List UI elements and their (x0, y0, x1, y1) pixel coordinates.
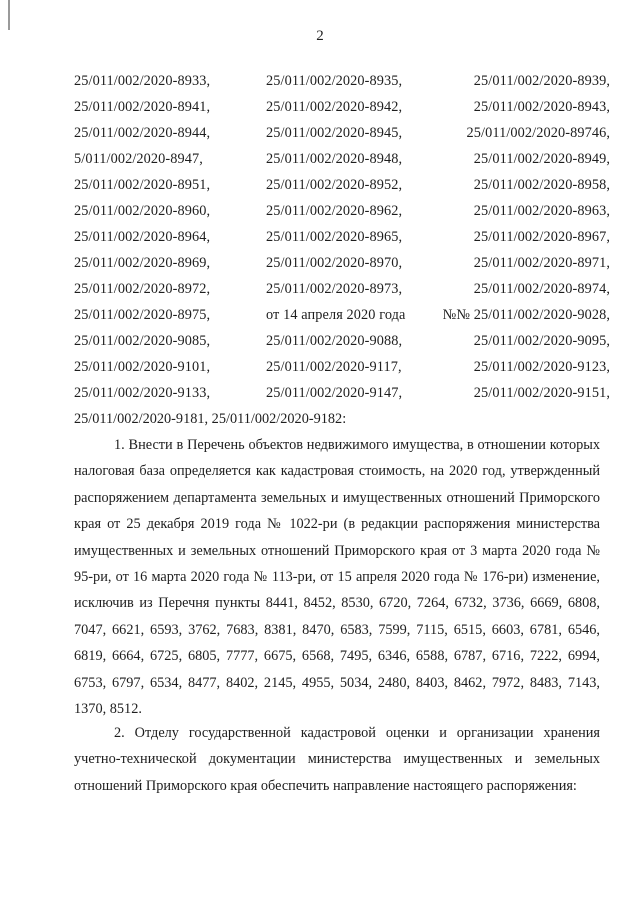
registration-number: 25/011/002/2020-8949, (473, 151, 610, 167)
registration-number: 25/011/002/2020-9101, (74, 359, 211, 375)
registration-number: №№ 25/011/002/2020-9028, (442, 307, 610, 323)
registration-number: 25/011/002/2020-8943, (473, 99, 610, 115)
registration-number: 25/011/002/2020-8973, (266, 281, 403, 297)
registration-number: 25/011/002/2020-8974, (473, 281, 610, 297)
registration-number: 25/011/002/2020-9117, (266, 359, 402, 375)
registration-number: 25/011/002/2020-8952, (266, 177, 403, 193)
registration-numbers-list (74, 68, 610, 406)
registration-row (74, 276, 610, 302)
registration-number: 25/011/002/2020-8939, (473, 73, 610, 89)
registration-number: 25/011/002/2020-8963, (473, 203, 610, 219)
registration-number: 25/011/002/2020-8941, (74, 99, 211, 115)
registration-numbers-last-line: 25/011/002/2020-9181, 25/011/002/2020-9182: (74, 411, 347, 427)
paragraph-item-2: 2. Отделу государственной кадастровой оценки и организации хранения учетно-технической документации министерства имущественных и земельных отношений Приморского края обеспечить направление настоящего распоряжения: (74, 725, 600, 794)
registration-number: 25/011/002/2020-8962, (266, 203, 403, 219)
registration-number: 25/011/002/2020-9088, (266, 333, 403, 349)
registration-number: 25/011/002/2020-8975, (74, 307, 211, 323)
registration-number: 5/011/002/2020-8947, (74, 151, 203, 167)
registration-number: 25/011/002/2020-8942, (266, 99, 403, 115)
registration-row (74, 380, 610, 406)
registration-number: от 14 апреля 2020 года (266, 307, 406, 323)
registration-row (74, 198, 610, 224)
registration-number: 25/011/002/2020-8958, (473, 177, 610, 193)
registration-number: 25/011/002/2020-9151, (473, 385, 610, 401)
registration-number: 25/011/002/2020-9147, (266, 385, 403, 401)
registration-row (74, 120, 610, 146)
registration-number: 25/011/002/2020-8933, (74, 73, 211, 89)
scan-edge-line (8, 0, 10, 30)
registration-row (74, 250, 610, 276)
registration-number: 25/011/002/2020-8965, (266, 229, 403, 245)
registration-number: 25/011/002/2020-8969, (74, 255, 211, 271)
registration-number: 25/011/002/2020-8945, (266, 125, 403, 141)
registration-number: 25/011/002/2020-8944, (74, 125, 211, 141)
registration-number: 25/011/002/2020-8948, (266, 151, 403, 167)
registration-number: 25/011/002/2020-9133, (74, 385, 211, 401)
registration-row (74, 354, 610, 380)
registration-number: 25/011/002/2020-8970, (266, 255, 403, 271)
registration-number: 25/011/002/2020-9095, (473, 333, 610, 349)
registration-row (74, 94, 610, 120)
registration-number: 25/011/002/2020-8964, (74, 229, 211, 245)
registration-row (74, 68, 610, 94)
registration-number: 25/011/002/2020-9085, (74, 333, 211, 349)
registration-number: 25/011/002/2020-8935, (266, 73, 403, 89)
registration-number: 25/011/002/2020-8972, (74, 281, 211, 297)
registration-number: 25/011/002/2020-8960, (74, 203, 211, 219)
registration-row (74, 328, 610, 354)
page-number: 2 (316, 28, 324, 44)
registration-number: 25/011/002/2020-8971, (473, 255, 610, 271)
registration-row (74, 224, 610, 250)
registration-row (74, 172, 610, 198)
registration-row (74, 146, 610, 172)
registration-number: 25/011/002/2020-8967, (473, 229, 610, 245)
registration-number: 25/011/002/2020-8951, (74, 177, 211, 193)
registration-number: 25/011/002/2020-9123, (473, 359, 610, 375)
registration-number: 25/011/002/2020-89746, (466, 125, 610, 141)
paragraph-item-1: 1. Внести в Перечень объектов недвижимого имущества, в отношении которых налоговая база определяется как кадастровая стоимость, на 2020 год, утвержденный распоряжением департамента земельных и имущественных отношений Приморского края от 25 декабря 2019 года № 1022-ри (в редакции распоряжения министерства имущественных и земельных отношений Приморского края от 3 марта 2020 года № 95-ри, от 16 марта 2020 года № 113-ри, от 15 апреля 2020 года № 176-ри) изменение, исключив из Перечня пункты 8441, 8452, 8530, 6720, 7264, 6732, 3736, 6669, 6808, 7047, 6621, 6593, 3762, 7683, 8381, 8470, 6583, 7599, 7115, 6515, 6603, 6781, 6546, 6819, 6664, 6725, 6805, 7777, 6675, 6568, 7495, 6346, 6588, 6787, 6716, 7222, 6994, 6753, 6797, 6534, 8477, 8402, 2145, 4955, 5034, 2480, 8403, 8462, 7972, 8483, 7143, 1370, 8512. (74, 437, 600, 718)
registration-row (74, 302, 610, 328)
